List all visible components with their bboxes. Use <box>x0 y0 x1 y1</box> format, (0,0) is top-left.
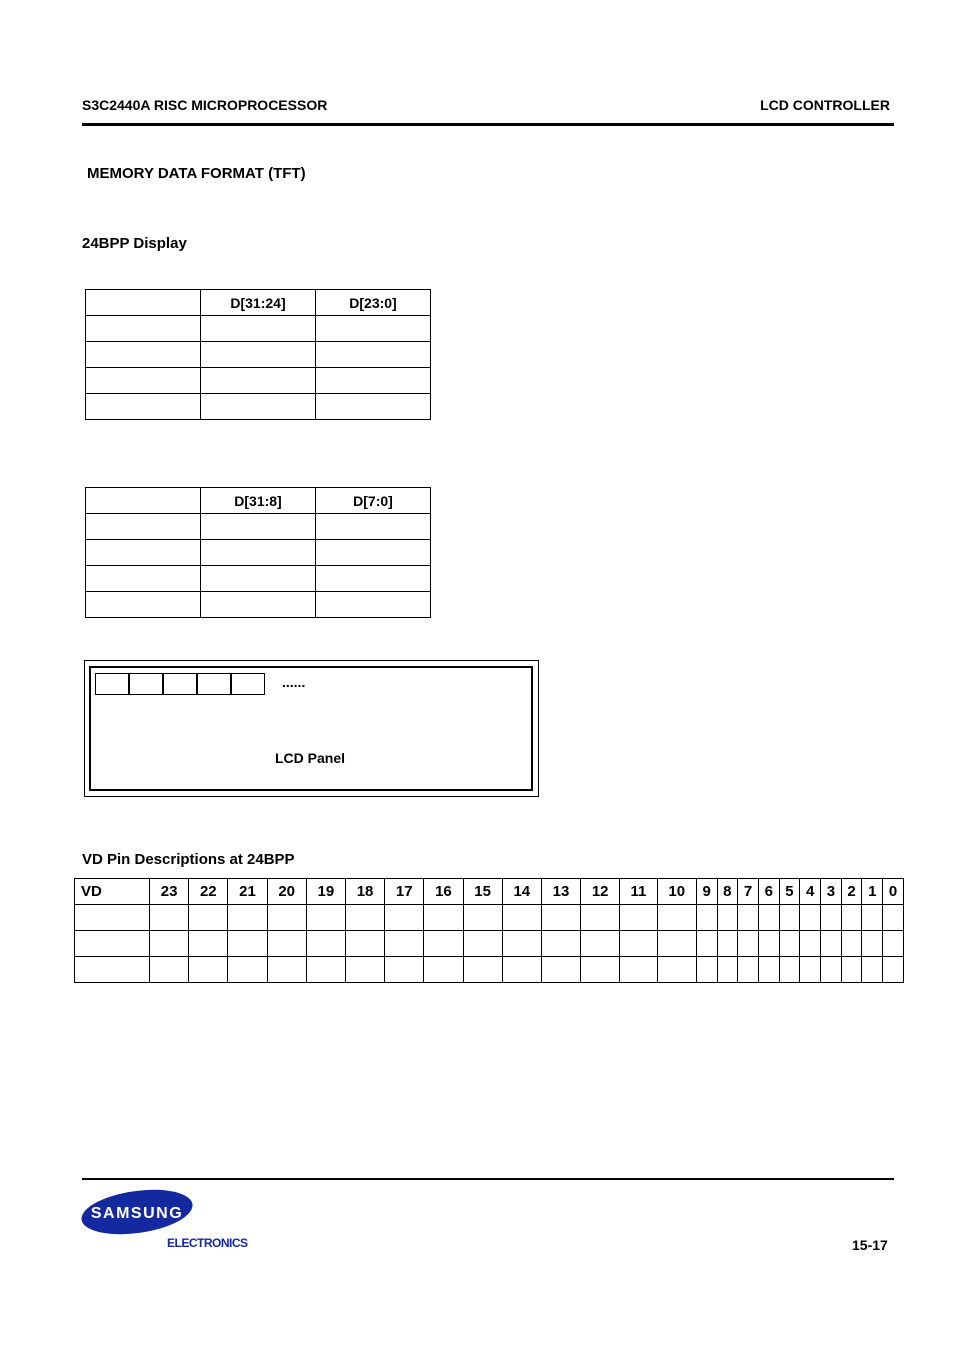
vd-cell <box>841 931 862 957</box>
vd-cell <box>758 931 779 957</box>
vd-cell <box>800 931 821 957</box>
section-title: MEMORY DATA FORMAT (TFT) <box>87 165 306 182</box>
table1-cell <box>201 316 316 342</box>
vd-cell <box>541 905 580 931</box>
vd-cell <box>862 905 883 931</box>
table2-cell <box>201 592 316 618</box>
table2-cell: D[31:8] <box>201 488 316 514</box>
vd-header-row <box>75 879 904 905</box>
table2-cell <box>316 592 431 618</box>
vd-cell <box>657 931 696 957</box>
table2-cell <box>201 540 316 566</box>
vd-cell <box>581 905 620 931</box>
vd-bit-cell: 2 <box>841 879 862 905</box>
table1-cell <box>86 342 201 368</box>
vd-cell <box>620 957 657 983</box>
table1-cell <box>201 394 316 420</box>
vd-cell <box>862 957 883 983</box>
vd-bit-cell: 12 <box>581 879 620 905</box>
vd-title: VD Pin Descriptions at 24BPP <box>82 851 295 868</box>
vd-bit-cell: 17 <box>385 879 424 905</box>
table1-cell <box>86 394 201 420</box>
vd-row <box>75 905 904 931</box>
vd-cell <box>738 905 759 931</box>
table1-cell <box>316 394 431 420</box>
header-left: S3C2440A RISC MICROPROCESSOR <box>82 97 328 113</box>
vd-cell <box>150 931 189 957</box>
vd-cell <box>463 931 502 957</box>
vd-label-cell: VD <box>75 879 150 905</box>
vd-cell <box>345 957 384 983</box>
table1-cell <box>316 342 431 368</box>
subtitle-24bpp: 24BPP Display <box>82 235 187 252</box>
vd-cell <box>189 905 228 931</box>
vd-bit-cell: 6 <box>758 879 779 905</box>
vd-cell <box>463 905 502 931</box>
vd-cell <box>841 957 862 983</box>
table2-cell: D[7:0] <box>316 488 431 514</box>
table2-cell <box>316 514 431 540</box>
vd-row <box>75 957 904 983</box>
vd-cell <box>581 957 620 983</box>
table2-row <box>86 592 431 618</box>
vd-cell <box>862 931 883 957</box>
vd-cell <box>800 905 821 931</box>
vd-cell <box>75 931 150 957</box>
table2-row <box>86 566 431 592</box>
vd-bit-cell: 18 <box>345 879 384 905</box>
vd-bit-cell: 14 <box>502 879 541 905</box>
vd-cell <box>779 931 800 957</box>
vd-cell <box>696 905 717 931</box>
vd-cell <box>189 931 228 957</box>
vd-pin-table <box>74 878 904 983</box>
vd-bit-cell: 7 <box>738 879 759 905</box>
table2-row <box>86 514 431 540</box>
vd-cell <box>696 957 717 983</box>
vd-cell <box>385 931 424 957</box>
vd-cell <box>306 931 345 957</box>
vd-cell <box>306 905 345 931</box>
vd-cell <box>779 905 800 931</box>
memory-table-2 <box>85 487 431 618</box>
vd-cell <box>150 957 189 983</box>
vd-bit-cell: 11 <box>620 879 657 905</box>
vd-cell <box>657 957 696 983</box>
vd-cell <box>424 931 463 957</box>
vd-cell <box>696 931 717 957</box>
table2-cell <box>86 592 201 618</box>
table2-cell <box>86 566 201 592</box>
footer-rule <box>82 1178 894 1180</box>
vd-cell <box>267 905 306 931</box>
vd-cell <box>841 905 862 931</box>
vd-bit-cell: 1 <box>862 879 883 905</box>
vd-bit-cell: 8 <box>717 879 738 905</box>
vd-bit-cell: 10 <box>657 879 696 905</box>
table1-cell <box>201 342 316 368</box>
vd-cell <box>821 931 842 957</box>
table1-row <box>86 342 431 368</box>
pixel-cell <box>129 673 163 695</box>
table2-cell <box>201 514 316 540</box>
header-right: LCD CONTROLLER <box>760 97 890 113</box>
vd-bit-cell: 22 <box>189 879 228 905</box>
table1-cell: D[31:24] <box>201 290 316 316</box>
vd-bit-cell: 0 <box>883 879 904 905</box>
vd-cell <box>424 957 463 983</box>
vd-cell <box>75 957 150 983</box>
vd-cell <box>228 931 267 957</box>
samsung-logo <box>80 1188 194 1238</box>
table1-cell <box>86 368 201 394</box>
table2-cell <box>316 540 431 566</box>
vd-cell <box>228 957 267 983</box>
vd-cell <box>502 957 541 983</box>
table1-cell <box>201 368 316 394</box>
memory-table-1 <box>85 289 431 420</box>
vd-cell <box>385 905 424 931</box>
table1-row <box>86 394 431 420</box>
vd-cell <box>779 957 800 983</box>
vd-cell <box>883 931 904 957</box>
vd-cell <box>581 931 620 957</box>
table1-cell <box>86 316 201 342</box>
vd-cell <box>821 905 842 931</box>
vd-cell <box>502 905 541 931</box>
vd-cell <box>228 905 267 931</box>
vd-cell <box>758 957 779 983</box>
vd-bit-cell: 9 <box>696 879 717 905</box>
vd-cell <box>541 931 580 957</box>
vd-cell <box>463 957 502 983</box>
page-number: 15-17 <box>852 1237 888 1253</box>
pixel-cell <box>95 673 129 695</box>
table1-row <box>86 368 431 394</box>
vd-cell <box>883 905 904 931</box>
vd-row <box>75 931 904 957</box>
table2-cell <box>86 514 201 540</box>
vd-cell <box>821 957 842 983</box>
vd-cell <box>189 957 228 983</box>
table2-cell <box>316 566 431 592</box>
pixel-cell <box>231 673 265 695</box>
vd-cell <box>657 905 696 931</box>
vd-cell <box>883 957 904 983</box>
vd-cell <box>502 931 541 957</box>
vd-cell <box>345 905 384 931</box>
vd-bit-cell: 4 <box>800 879 821 905</box>
vd-bit-cell: 5 <box>779 879 800 905</box>
pixel-continuation: ...... <box>282 674 306 690</box>
table2-row <box>86 540 431 566</box>
vd-cell <box>800 957 821 983</box>
vd-cell <box>758 905 779 931</box>
table1-cell <box>316 368 431 394</box>
table1-cell: D[23:0] <box>316 290 431 316</box>
vd-cell <box>267 957 306 983</box>
vd-cell <box>717 905 738 931</box>
pixel-cell <box>197 673 231 695</box>
table1-row <box>86 316 431 342</box>
vd-cell <box>620 931 657 957</box>
vd-bit-cell: 16 <box>424 879 463 905</box>
vd-cell <box>738 957 759 983</box>
vd-cell <box>267 931 306 957</box>
vd-cell <box>424 905 463 931</box>
vd-cell <box>306 957 345 983</box>
vd-cell <box>541 957 580 983</box>
vd-cell <box>345 931 384 957</box>
vd-bit-cell: 19 <box>306 879 345 905</box>
vd-cell <box>620 905 657 931</box>
table1-header-row <box>86 290 431 316</box>
vd-bit-cell: 20 <box>267 879 306 905</box>
vd-bit-cell: 21 <box>228 879 267 905</box>
table2-cell <box>201 566 316 592</box>
vd-bit-cell: 13 <box>541 879 580 905</box>
vd-cell <box>717 957 738 983</box>
vd-cell <box>717 931 738 957</box>
vd-cell <box>385 957 424 983</box>
header-rule <box>82 123 894 126</box>
vd-bit-cell: 3 <box>821 879 842 905</box>
table1-cell <box>86 290 201 316</box>
vd-bit-cell: 15 <box>463 879 502 905</box>
logo-subtitle: ELECTRONICS <box>167 1236 248 1250</box>
vd-bit-cell: 23 <box>150 879 189 905</box>
table2-header-row <box>86 488 431 514</box>
vd-cell <box>150 905 189 931</box>
table2-cell <box>86 488 201 514</box>
table1-cell <box>316 316 431 342</box>
vd-cell <box>738 931 759 957</box>
logo-wordmark: SAMSUNG <box>90 1205 184 1222</box>
lcd-panel-label: LCD Panel <box>275 750 346 766</box>
pixel-cell <box>163 673 197 695</box>
vd-cell <box>75 905 150 931</box>
table2-cell <box>86 540 201 566</box>
